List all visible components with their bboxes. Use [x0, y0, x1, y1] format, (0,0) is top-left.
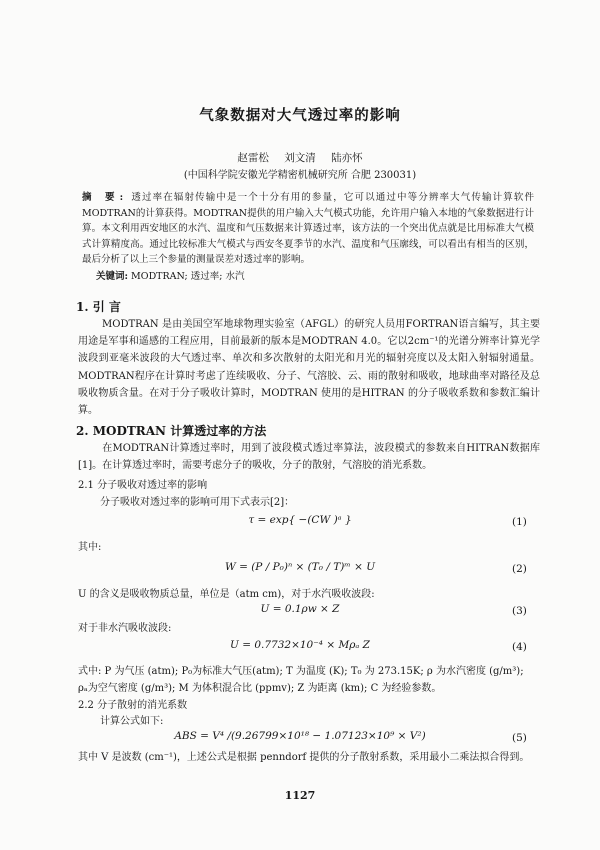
equation-2-number: (2) — [512, 563, 527, 575]
variable-definitions-2: ρₐ为空气密度 (g/m³); M 为体积混合比 (ppmv); Z 为距离 (km); C 为经验参数。 — [78, 683, 442, 694]
affiliation: (中国科学院安徽光学精密机械研究所 合肥 230031) — [183, 170, 417, 181]
equation-1-number: (1) — [512, 516, 527, 528]
equation-5: ABS = V⁴ /(9.26799×10¹⁸ − 1.07123×10⁹ × V²) — [174, 730, 426, 742]
equation-3-number: (3) — [512, 605, 527, 617]
equation-2: W = (P / P₀)ⁿ × (T₀ / T)ᵐ × U — [224, 561, 376, 573]
keywords-text: MODTRAN; 透过率; 水汽 — [131, 271, 245, 282]
section1-body — [78, 316, 540, 419]
keywords-label: 关键词: — [96, 271, 129, 282]
section1-text: MODTRAN 是由美国空军地球物理实验室（AFGL）的研究人员用FORTRAN语言编写，其主要用途是军事和遥感的工程应用，目前最新的版本是MODTRAN 4.0。它以2cm⁻¹的光谱分辨率计算光学波段到亚毫米波段的大气透过率、单次和多次散射的太阳光和月光的辐射亮度以及太阳入射辐射通量。MODTRAN程序在计算时考虑了连续吸收、分子、气溶胶、云、雨的散射和吸收，地球曲率对路径及总吸收物质含量。在对于分子吸收计算时，MODTRAN 使用的是HITRAN 的分子吸收系数和参数汇编计算。 — [78, 319, 540, 417]
equation-4: U = 0.7732×10⁻⁴ × Mρₐ Z — [230, 639, 370, 651]
page-number: 1127 — [284, 789, 316, 802]
closing-line: 其中 V 是波数 (cm⁻¹)，上述公式是根据 penndorf 提供的分子散射系数，采用最小二乘法拟合得到。 — [78, 752, 530, 763]
subsection-2-2-heading: 2.2 分子散射的消光系数 — [78, 700, 188, 711]
equation-5-number: (5) — [512, 732, 527, 744]
abstract — [82, 190, 534, 268]
where-label: 其中: — [78, 542, 102, 553]
keywords — [96, 268, 244, 282]
subsection-2-1-heading: 2.1 分子吸收对透过率的影响 — [78, 480, 208, 491]
subsection-2-1-intro: 分子吸收对透过率的影响可用下式表示[2]： — [100, 497, 295, 508]
abstract-text: 透过率在辐射传输中是一个十分有用的参量，它可以通过中等分辨率大气传输计算软件MODTRAN的计算获得。MODTRAN提供的用户输入大气模式功能，允许用户输入本地的气象数据进行计算。本文利用西安地区的水汽、温度和气压数据来计算透过率，该方法的一个突出优点就是比用标准大气模式计算精度高。通过比较标准大气模式与西安冬夏季节的水汽、温度和气压廓线，可以看出有相当的区别，最后分析了以上三个参量的测量误差对透过率的影响。 — [82, 192, 534, 266]
non-water-label: 对于非水汽吸收波段: — [78, 623, 172, 634]
authors: 赵雷松 刘文清 陆亦怀 — [237, 152, 363, 164]
section2-body — [78, 440, 540, 474]
section2-heading: 2. MODTRAN 计算透过率的方法 — [76, 424, 267, 438]
paper-title: 气象数据对大气透过率的影响 — [199, 107, 401, 124]
variable-definitions-1: 式中: P 为气压 (atm); P₀为标准大气压(atm); T 为温度 (K); T₀ 为 273.15K; ρ 为水汽密度 (g/m³); — [78, 666, 524, 677]
section2-text: 在MODTRAN计算透过率时，用到了波段模式透过率算法，波段模式的参数来自HITRAN数据库[1]。在计算透过率时，需要考虑分子的吸收，分子的散射，气溶胶的消光系数。 — [78, 443, 540, 472]
equation-3: U = 0.1ρw × Z — [260, 603, 340, 615]
section1-heading: 1. 引 言 — [76, 300, 121, 314]
u-description: U 的含义是吸收物质总量，单位是（atm cm)，对于水汽吸收波段: — [78, 589, 375, 600]
abstract-label: 摘 要: — [82, 192, 128, 203]
subsection-2-2-intro: 计算公式如下: — [100, 716, 164, 727]
equation-4-number: (4) — [512, 641, 527, 653]
equation-1: τ = exp{ −(CW )ᵃ } — [248, 514, 352, 526]
